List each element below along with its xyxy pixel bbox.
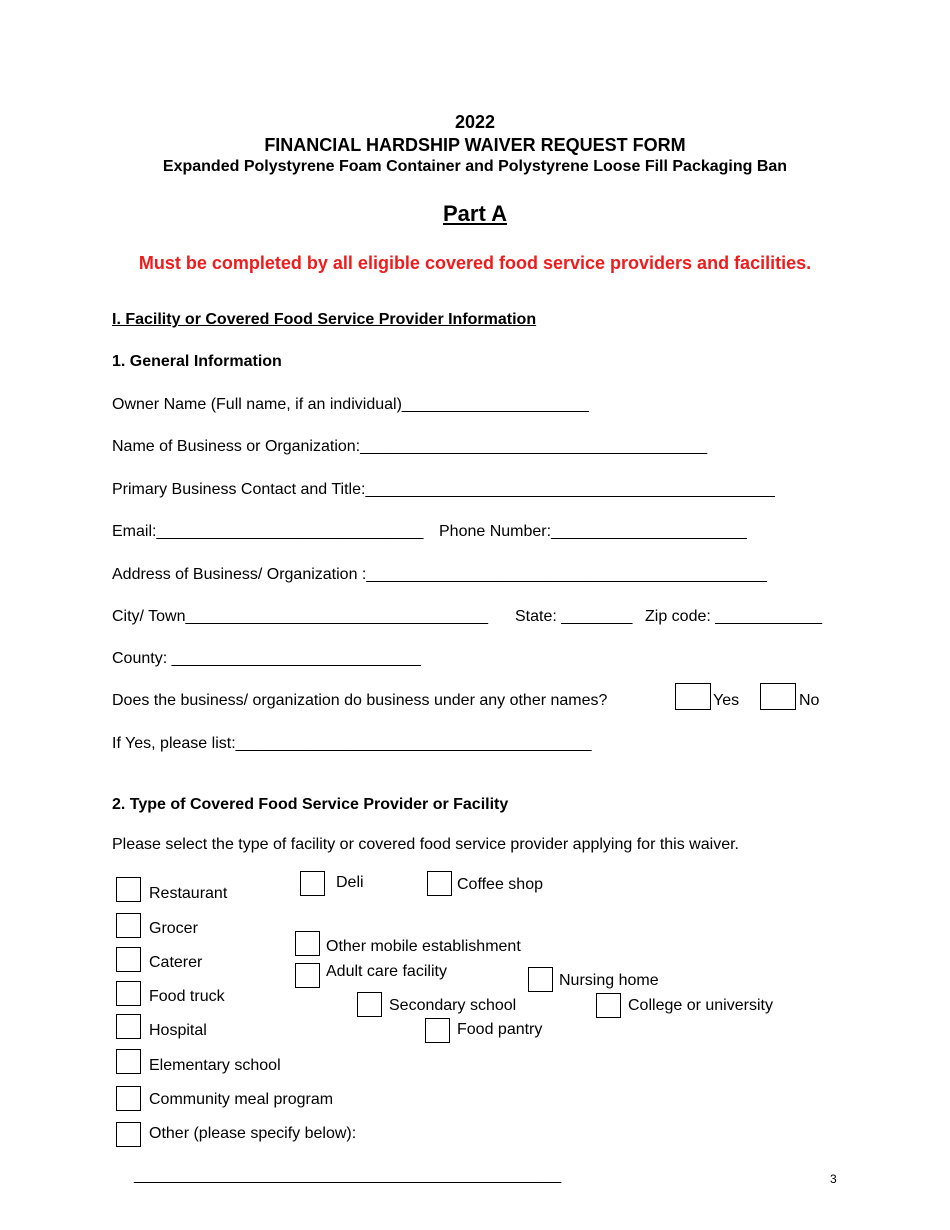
food-truck-label: Food truck [149,988,225,1005]
other-mobile-checkbox[interactable] [295,931,320,956]
no-checkbox[interactable] [760,683,796,710]
coffee-shop-checkbox[interactable] [427,871,452,896]
form-year: 2022 [454,112,496,132]
email-field[interactable]: Email:______________________________ [112,523,424,540]
hospital-label: Hospital [149,1022,207,1039]
facility-type-instruction: Please select the type of facility or covered food service provider applying for this waiver. [112,836,739,853]
city-field[interactable]: City/ Town__________________________________ [112,608,489,625]
general-information-heading: 1. General Information [112,353,282,370]
section-1-title: I. Facility or Covered Food Service Provider Information [112,311,537,328]
coffee-shop-label: Coffee shop [457,876,543,893]
college-checkbox[interactable] [596,993,621,1018]
completion-notice: Must be completed by all eligible covered food service providers and facilities. [138,253,812,273]
form-subtitle: Expanded Polystyrene Foam Container and Polystyrene Loose Fill Packaging Ban [162,158,788,175]
part-heading: Part A [443,201,507,226]
secondary-school-label: Secondary school [389,997,517,1014]
restaurant-label: Restaurant [149,885,228,902]
owner-name-field[interactable]: Owner Name (Full name, if an individual)_____________________ [112,396,589,413]
yes-checkbox[interactable] [675,683,711,710]
no-label: No [799,692,820,709]
community-meal-program-checkbox[interactable] [116,1086,141,1111]
other-type-checkbox[interactable] [116,1122,141,1147]
zip-field[interactable]: Zip code: ____________ [645,608,823,625]
restaurant-checkbox[interactable] [116,877,141,902]
other-names-list-field[interactable]: If Yes, please list:________________________________________ [112,735,592,752]
other-names-question: Does the business/ organization do business under any other names? [112,692,608,709]
caterer-checkbox[interactable] [116,947,141,972]
yes-label: Yes [713,692,740,709]
facility-type-heading: 2. Type of Covered Food Service Provider or Facility [112,796,509,813]
community-meal-program-label: Community meal program [149,1091,334,1108]
page-number: 3 [830,1172,837,1186]
other-type-label: Other (please specify below): [149,1125,357,1142]
state-field[interactable]: State: ________ [515,608,633,625]
college-label: College or university [628,997,773,1014]
adult-care-label: Adult care facility [326,963,447,980]
food-pantry-checkbox[interactable] [425,1018,450,1043]
other-type-specify-line[interactable]: ________________________________________________ [134,1167,562,1184]
grocer-checkbox[interactable] [116,913,141,938]
nursing-home-label: Nursing home [559,972,659,989]
secondary-school-checkbox[interactable] [357,992,382,1017]
food-truck-checkbox[interactable] [116,981,141,1006]
elementary-school-checkbox[interactable] [116,1049,141,1074]
nursing-home-checkbox[interactable] [528,967,553,992]
elementary-school-label: Elementary school [149,1057,281,1074]
food-pantry-label: Food pantry [457,1021,543,1038]
deli-checkbox[interactable] [300,871,325,896]
phone-field[interactable]: Phone Number:______________________ [439,523,747,540]
county-field[interactable]: County: ____________________________ [112,650,421,667]
form-title: FINANCIAL HARDSHIP WAIVER REQUEST FORM [264,135,686,155]
caterer-label: Caterer [149,954,203,971]
primary-contact-field[interactable]: Primary Business Contact and Title:______________________________________________ [112,481,775,498]
business-name-field[interactable]: Name of Business or Organization:_______________________________________ [112,438,708,455]
hospital-checkbox[interactable] [116,1014,141,1039]
deli-label: Deli [336,874,364,891]
other-mobile-label: Other mobile establishment [326,938,521,955]
address-field[interactable]: Address of Business/ Organization :_____________________________________________ [112,566,767,583]
adult-care-checkbox[interactable] [295,963,320,988]
grocer-label: Grocer [149,920,198,937]
